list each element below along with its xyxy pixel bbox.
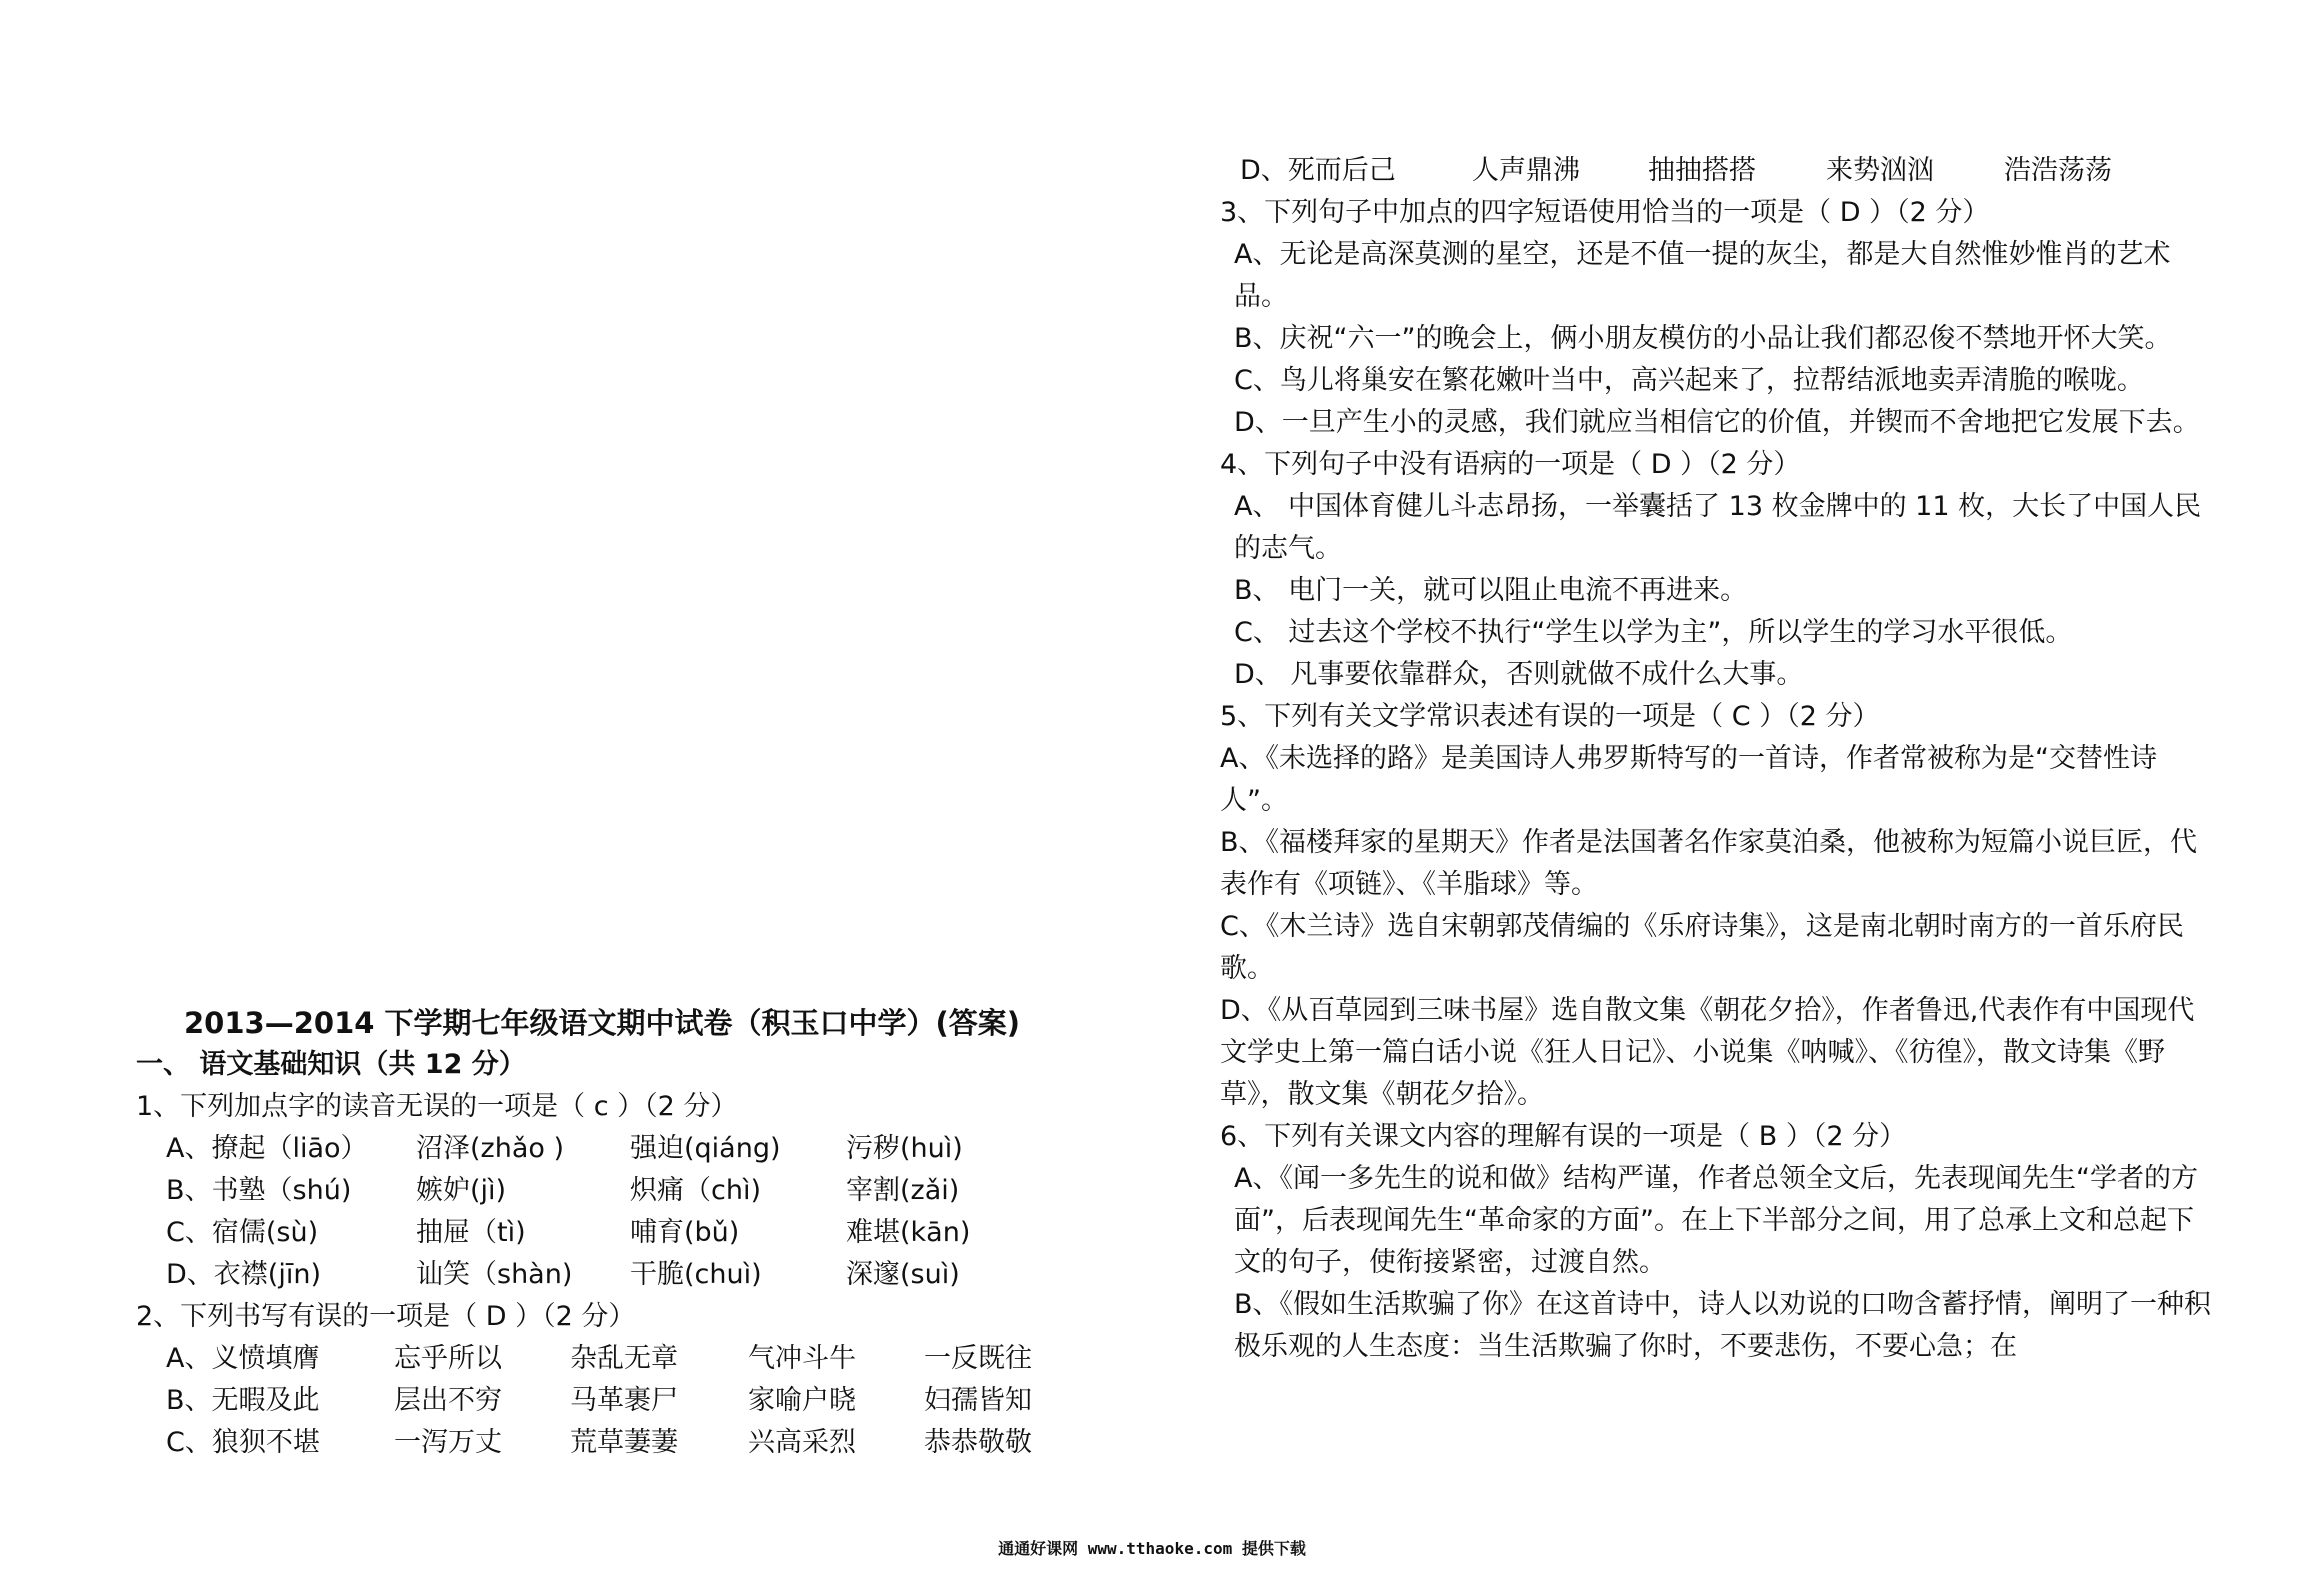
option-item: 荒草萋萋 bbox=[570, 1427, 678, 1458]
question-2-row-c bbox=[166, 1422, 1136, 1464]
option-item: 恭恭敬敬 bbox=[924, 1427, 1032, 1458]
question-3-option-b: B、庆祝“六一”的晚会上，俩小朋友模仿的小品让我们都忍俊不禁地开怀大笑。 bbox=[1234, 323, 2172, 354]
question-1-row-c bbox=[166, 1212, 1136, 1254]
question-3-option-a: A、无论是高深莫测的星空，还是不值一提的灰尘，都是大自然惟妙惟肖的艺术品。 bbox=[1234, 239, 2171, 312]
question-4-option-b: B、 电门一关，就可以阻止电流不再进来。 bbox=[1234, 575, 1748, 606]
question-1-stem: 1、下列加点字的读音无误的一项是（ c ）（2 分） bbox=[136, 1091, 738, 1122]
question-3-option-c: C、鸟儿将巢安在繁花嫩叶当中，高兴起来了，拉帮结派地卖弄清脆的喉咙。 bbox=[1234, 365, 2144, 396]
option-item: B、书塾（shú) bbox=[166, 1175, 352, 1206]
option-item: 抽屉（tì) bbox=[416, 1217, 526, 1248]
option-item: D、死而后己 bbox=[1240, 155, 1396, 186]
section-heading: 一、 语文基础知识（共 12 分） bbox=[136, 1049, 526, 1080]
option-item: 马革裹尸 bbox=[570, 1385, 678, 1416]
option-item: C、宿儒(sù) bbox=[166, 1217, 319, 1248]
option-item: B、无暇及此 bbox=[166, 1385, 320, 1416]
exam-title: 2013—2014 下学期七年级语文期中试卷（积玉口中学）(答案) bbox=[184, 1006, 1021, 1040]
question-4-stem: 4、下列句子中没有语病的一项是（ D ）（2 分） bbox=[1220, 449, 1801, 480]
option-item: 哺育(bǔ) bbox=[630, 1217, 740, 1248]
option-item: 来势汹汹 bbox=[1826, 155, 1934, 186]
option-item: 难堪(kān) bbox=[846, 1217, 971, 1248]
question-5-option-a: A、《未选择的路》是美国诗人弗罗斯特写的一首诗，作者常被称为是“交替性诗人”。 bbox=[1220, 743, 2157, 816]
question-4-option-c: C、 过去这个学校不执行“学生以学为主”，所以学生的学习水平很低。 bbox=[1234, 617, 2073, 648]
option-item: 宰割(zǎi) bbox=[846, 1175, 960, 1206]
option-item: 杂乱无章 bbox=[570, 1343, 678, 1374]
option-item: 一泻万丈 bbox=[394, 1427, 502, 1458]
option-item: 讪笑（shàn) bbox=[416, 1259, 573, 1290]
option-item: 沼泽(zhǎo ) bbox=[416, 1133, 564, 1164]
option-item: A、义愤填膺 bbox=[166, 1343, 320, 1374]
option-item: 人声鼎沸 bbox=[1472, 155, 1580, 186]
option-item: C、狼狈不堪 bbox=[166, 1427, 320, 1458]
option-item: 层出不穷 bbox=[394, 1385, 502, 1416]
question-2-stem: 2、下列书写有误的一项是（ D ）（2 分） bbox=[136, 1301, 636, 1332]
question-2-row-b bbox=[166, 1380, 1136, 1422]
right-column bbox=[1220, 150, 2220, 1368]
option-item: A、撩起（liāo） bbox=[166, 1133, 368, 1164]
option-item: 抽抽搭搭 bbox=[1648, 155, 1756, 186]
option-item: 气冲斗牛 bbox=[748, 1343, 856, 1374]
option-item: 妇孺皆知 bbox=[924, 1385, 1032, 1416]
question-5-option-b: B、《福楼拜家的星期天》作者是法国著名作家莫泊桑，他被称为短篇小说巨匠，代表作有《项链》、《羊脂球》等。 bbox=[1220, 827, 2198, 900]
option-item: 忘乎所以 bbox=[394, 1343, 502, 1374]
option-item: 深邃(suì) bbox=[846, 1259, 960, 1290]
option-item: 嫉妒(jì) bbox=[416, 1175, 507, 1206]
question-6-option-a: A、《闻一多先生的说和做》结构严谨，作者总领全文后，先表现闻先生“学者的方面”，后表现闻先生“革命家的方面”。在上下半部分之间，用了总承上文和总起下文的句子，使衔接紧密，过渡自然。 bbox=[1234, 1163, 2198, 1278]
question-3-option-d: D、一旦产生小的灵感，我们就应当相信它的价值，并锲而不舍地把它发展下去。 bbox=[1234, 407, 2200, 438]
question-5-option-c: C、《木兰诗》选自宋朝郭茂倩编的《乐府诗集》，这是南北朝时南方的一首乐府民歌。 bbox=[1220, 911, 2184, 984]
question-1-row-b bbox=[166, 1170, 1136, 1212]
option-item: 干脆(chuì) bbox=[630, 1259, 762, 1290]
option-item: 浩浩荡荡 bbox=[2004, 155, 2112, 186]
option-item: 强迫(qiáng) bbox=[630, 1133, 781, 1164]
footer-watermark: 通通好课网 www.tthaoke.com 提供下载 bbox=[998, 1539, 1306, 1558]
question-4-option-a: A、 中国体育健儿斗志昂扬，一举囊括了 13 枚金牌中的 11 枚，大长了中国人民的志气。 bbox=[1234, 491, 2202, 564]
question-5-stem: 5、下列有关文学常识表述有误的一项是（ C ）（2 分） bbox=[1220, 701, 1880, 732]
left-column bbox=[136, 1002, 1136, 1464]
option-item: 污秽(huì) bbox=[846, 1133, 963, 1164]
option-item: D、衣襟(jīn) bbox=[166, 1259, 321, 1290]
question-1-row-a bbox=[166, 1128, 1136, 1170]
question-3-stem: 3、下列句子中加点的四字短语使用恰当的一项是（ D ）（2 分） bbox=[1220, 197, 1990, 228]
question-2-row-d bbox=[1240, 150, 2220, 192]
question-5-option-d: D、《从百草园到三味书屋》选自散文集《朝花夕拾》，作者鲁迅,代表作有中国现代文学史上第一篇白话小说《狂人日记》、小说集《呐喊》、《彷徨》，散文诗集《野草》，散文集《朝花夕拾》。 bbox=[1220, 995, 2195, 1110]
option-item: 兴高采烈 bbox=[748, 1427, 856, 1458]
question-1-row-d bbox=[166, 1254, 1136, 1296]
question-6-option-b: B、《假如生活欺骗了你》在这首诗中，诗人以劝说的口吻含蓄抒情，阐明了一种积极乐观的人生态度：当生活欺骗了你时，不要悲伤，不要心急；在 bbox=[1234, 1289, 2212, 1362]
question-2-row-a bbox=[166, 1338, 1136, 1380]
option-item: 一反既往 bbox=[924, 1343, 1032, 1374]
question-4-option-d: D、 凡事要依靠群众，否则就做不成什么大事。 bbox=[1234, 659, 1804, 690]
option-item: 家喻户晓 bbox=[748, 1385, 856, 1416]
question-6-stem: 6、下列有关课文内容的理解有误的一项是（ B ）（2 分） bbox=[1220, 1121, 1907, 1152]
option-item: 炽痛（chì) bbox=[630, 1175, 761, 1206]
